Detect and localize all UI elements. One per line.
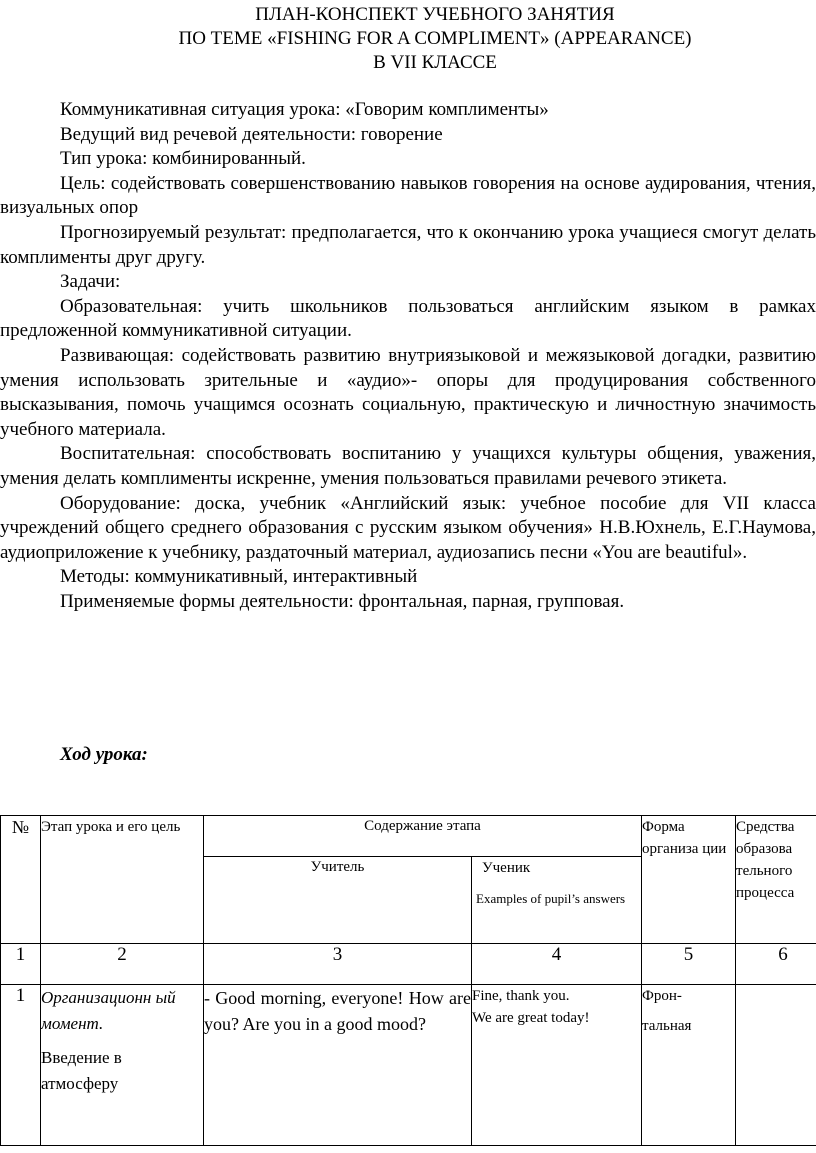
header-stage: Этап урока и его цель: [41, 816, 204, 944]
communicative-situation: Коммуникативная ситуация урока: «Говорим комплименты»: [60, 99, 549, 120]
header-content: Содержание этапа: [204, 816, 642, 857]
form-line-2: тальная: [642, 1018, 692, 1034]
form-cell: [642, 985, 736, 1146]
teacher-text: - Good morning, everyone! How are you? Are you in a good mood?: [204, 985, 472, 1146]
lesson-goal: Цель: содействовать совершенствованию навыков говорения на основе аудирования, чтения, визуальных опор: [0, 172, 816, 219]
lesson-plan-table: [0, 815, 816, 1146]
activity-forms: Применяемые формы деятельности: фронтальная, парная, групповая.: [60, 590, 625, 612]
pupil-cell: [472, 985, 642, 1146]
title-line-3: В VII КЛАССЕ: [373, 52, 497, 73]
pupil-answer-1: Fine, thank you.: [472, 988, 570, 1004]
header-means: Средства образова тельного процесса: [736, 816, 816, 944]
table-row: [1, 985, 816, 1146]
methods: Методы: коммуникативный, интерактивный: [60, 566, 418, 588]
lesson-course-heading: Ход урока:: [60, 744, 148, 765]
stage-title: Организационн ый момент.: [41, 988, 176, 1033]
lesson-type: Тип урока: комбинированный.: [60, 148, 306, 170]
header-pupil-note: Examples of pupil’s answers: [476, 891, 626, 906]
expected-result: Прогнозируемый результат: предполагается, что к окончанию урока учащиеся смогут делать комплименты друг другу.: [0, 221, 816, 268]
table-header-row: [1, 816, 816, 857]
stage-cell: [41, 985, 204, 1146]
lesson-info: [0, 98, 816, 614]
task-educational: Образовательная: учить школьников пользоваться английским языком в рамках предложенной коммуникативной ситуации.: [0, 295, 816, 342]
leading-activity: Ведущий вид речевой деятельности: говорение: [60, 123, 443, 145]
column-number: 3: [204, 944, 472, 985]
header-teacher: Учитель: [204, 857, 472, 944]
title-line-2: ПО ТЕМЕ «FISHING FOR A COMPLIMENT» (APPEARANCE): [178, 28, 692, 49]
tasks-heading: Задачи:: [60, 271, 121, 293]
form-line-1: Фрон-: [642, 988, 682, 1004]
title-line-1: ПЛАН-КОНСПЕКТ УЧЕБНОГО ЗАНЯТИЯ: [255, 4, 615, 25]
stage-description: Введение в атмосферу: [41, 1048, 122, 1093]
column-number-row: [1, 944, 816, 985]
header-form: Форма организа ции: [642, 816, 736, 944]
column-number: 2: [41, 944, 204, 985]
header-num: №: [1, 816, 41, 944]
task-upbringing: Воспитательная: способствовать воспитанию у учащихся культуры общения, уважения, умения делать комплименты искренне, умения пользоваться правилами речевого этикета.: [0, 443, 816, 489]
task-developing: Развивающая: содействовать развитию внутриязыковой и межязыковой догадки, развитию умения использовать зрительные и «аудио»- опоры для продуцирования собственного высказывания, помочь учащимся осознать социальную, практическую и личностную значимость учебного материала.: [0, 344, 816, 440]
column-number: 5: [642, 944, 736, 985]
column-number: 1: [1, 944, 41, 985]
row-num: 1: [1, 985, 41, 1146]
equipment: Оборудование: доска, учебник «Английский язык: учебное пособие для VII класса учреждений общего среднего образования с русским языком обучения» Н.В.Юхнель, Е.Г.Наумова, аудиоприложение к учебнику, раздаточный материал, аудиозапись песни «You are beautiful».: [0, 492, 816, 563]
header-pupil: Ученик: [482, 860, 531, 876]
column-number: 4: [472, 944, 642, 985]
means-cell: [736, 985, 816, 1146]
header-pupil-cell: [472, 857, 642, 944]
column-number: 6: [736, 944, 816, 985]
pupil-answer-2: We are great today!: [472, 1010, 590, 1026]
